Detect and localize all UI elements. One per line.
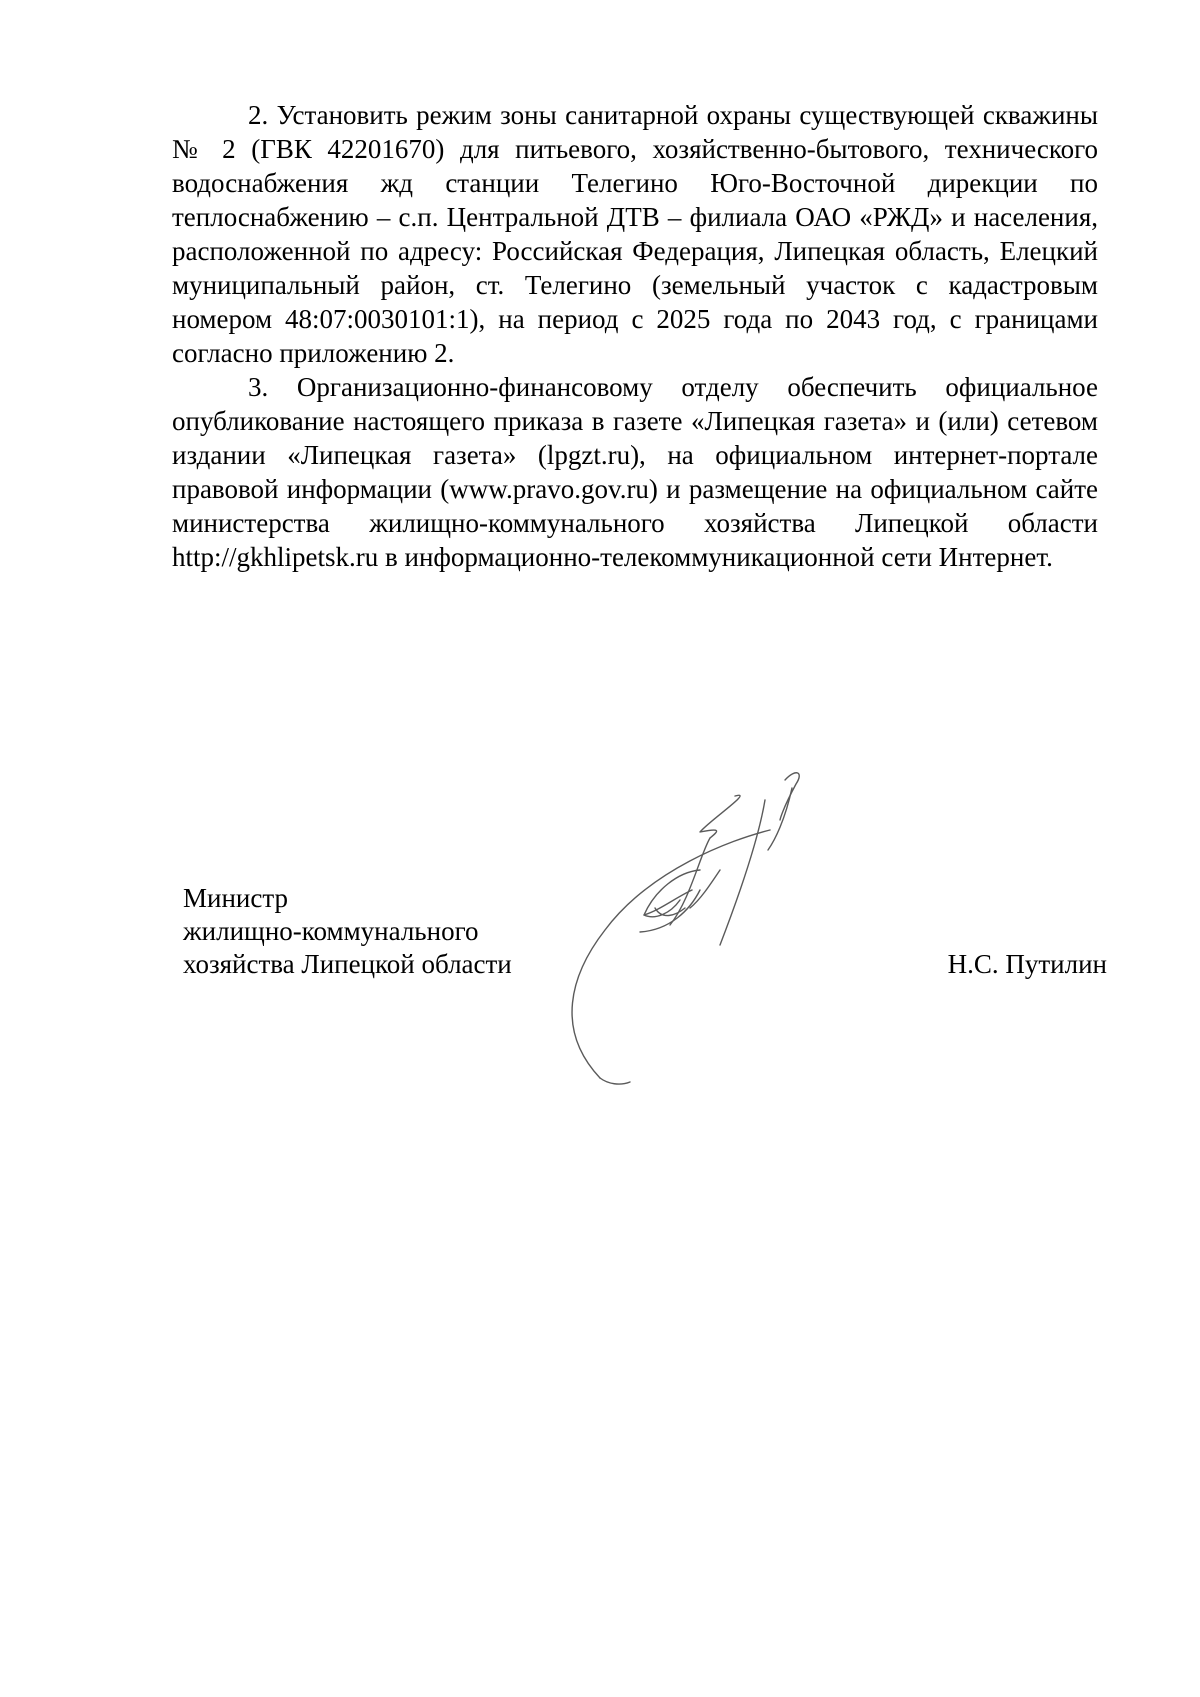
handwritten-signature [560,760,880,1090]
paragraph-number: 2. [248,100,269,130]
position-line: жилищно-коммунального [183,916,479,946]
paragraph-number: 3. [248,372,269,402]
document-body [172,98,1098,574]
signer-name: Н.С. Путилин [947,949,1107,979]
paragraph-text: Организационно-финансовому отделу обеспечить официальное опубликование настоящего приказа в газете «Липецкая газета» и (или) сетевом издании «Липецкая газета» (lpgzt.ru), на официальном интернет-портале правовой информации (www.pravo.gov.ru) и размещение на официальном сайте министерства жилищно-коммунального хозяйства Липецкой области http://gkhlipetsk.ru в информационно-телекоммуникационной сети Интернет. [172,372,1098,572]
position-line: хозяйства Липецкой области [183,949,512,979]
position-line: Министр [183,883,288,913]
paragraph-text: Установить режим зоны санитарной охраны существующей скважины № 2 (ГВК 42201670) для питьевого, хозяйственно-бытового, технического водоснабжения жд станции Телегино Юго-Восточной дирекции по теплоснабжению – с.п. Центральной ДТВ – филиала ОАО «РЖД» и населения, расположенной по адресу: Российская Федерация, Липецкая область, Елецкий муниципальный район, ст. Телегино (земельный участок с кадастровым номером 48:07:0030101:1), на период с 2025 года по 2043 год, с границами согласно приложению 2. [172,100,1099,368]
paragraph-2 [172,98,1098,370]
paragraph-3 [172,370,1098,574]
